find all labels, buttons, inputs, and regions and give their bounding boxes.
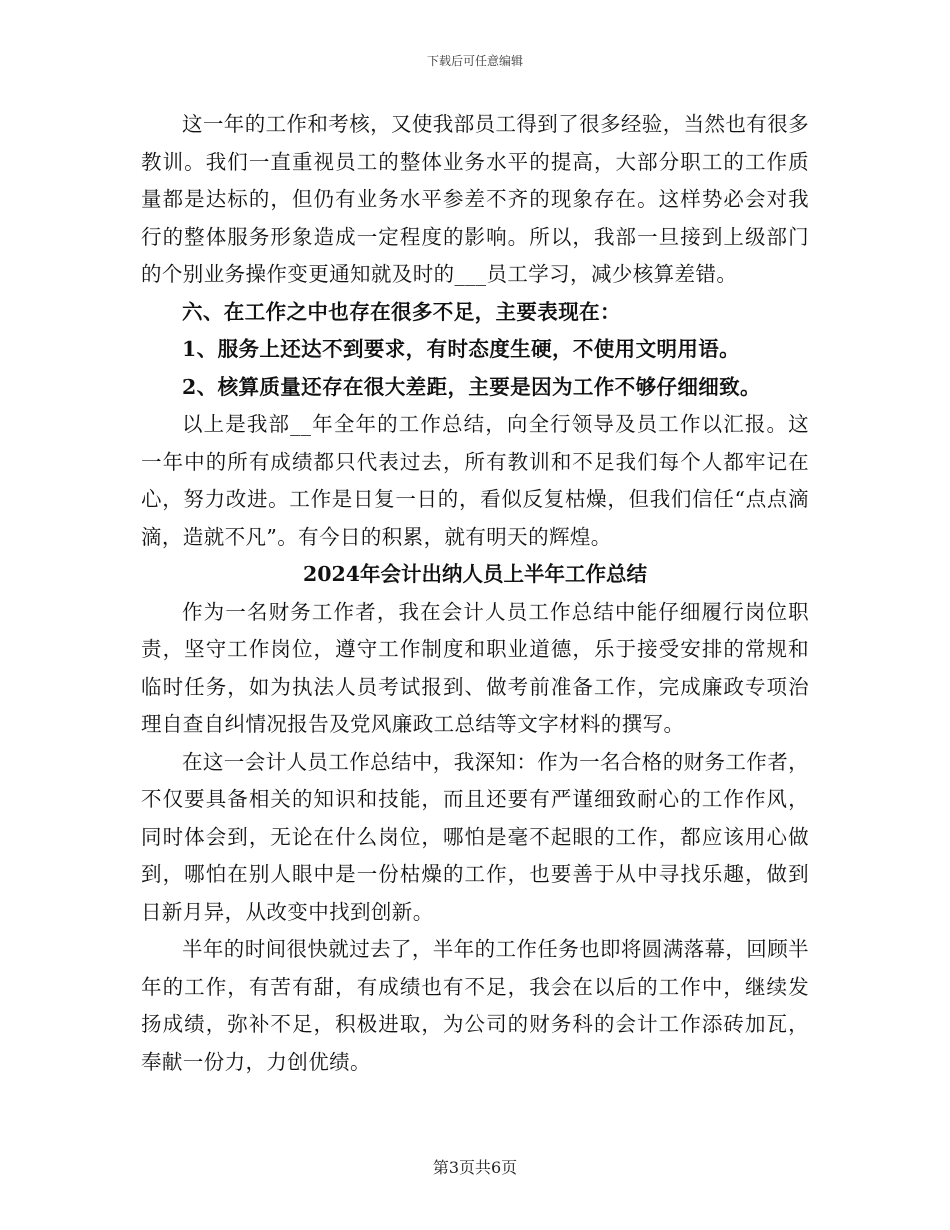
body-paragraph: 在这一会计人员工作总结中，我深知：作为一名合格的财务工作者，不仅要具备相关的知识和技能，而且还要有严谨细致耐心的工作作风，同时体会到，无论在什么岗位，哪怕是毫不起眼的工作，都应该用心做到，哪怕在别人眼中是一份枯燥的工作，也要善于从中寻找乐趣，做到日新月异，从改变中找到创新。 [141,749,809,924]
body-paragraph: 半年的时间很快就过去了，半年的工作任务也即将圆满落幕，回顾半年的工作，有苦有甜，有成绩也有不足，我会在以后的工作中，继续发扬成绩，弥补不足，积极进取，为公司的财务科的会计工作添砖加瓦，奉献一份力，力创优绩。 [141,937,809,1074]
document-body [141,106,809,1081]
body-paragraph: 这一年的工作和考核，又使我部员工得到了很多经验，当然也有很多教训。我们一直重视员工的整体业务水平的提高，大部分职工的工作质量都是达标的，但仍有业务水平参差不齐的现象存在。这样势必会对我行的整体服务形象造成一定程度的影响。所以，我部一旦接到上级部门的个别业务操作变更通知就及时的___员工学习，减少核算差错。 [141,112,809,286]
page-number: 第3页共6页 [432,1158,518,1177]
section-heading: 六、在工作之中也存在很多不足，主要表现在： [182,299,621,324]
body-paragraph: 以上是我部__年全年的工作总结，向全行领导及员工作以汇报。这一年中的所有成绩都只代表过去，所有教训和不足我们每个人都牢记在心，努力改进。工作是日复一日的，看似反复枯燥，但我们信任“点点滴滴，造就不凡”。有今日的积累，就有明天的辉煌。 [141,412,809,549]
body-paragraph: 作为一名财务工作者，我在会计人员工作总结中能仔细履行岗位职责，坚守工作岗位，遵守工作制度和职业道德，乐于接受安排的常规和临时任务，如为执法人员考试报到、做考前准备工作，完成廉政专项治理自查自纠情况报告及党风廉政工总结等文字材料的撰写。 [141,599,809,736]
list-item: 2、核算质量还存在很大差距，主要是因为工作不够仔细细致。 [182,374,761,399]
header-note: 下载后可任意编辑 [426,54,523,68]
list-item: 1、服务上还达不到要求，有时态度生硬，不使用文明用语。 [182,337,741,361]
article-title: 2024年会计出纳人员上半年工作总结 [302,562,648,586]
